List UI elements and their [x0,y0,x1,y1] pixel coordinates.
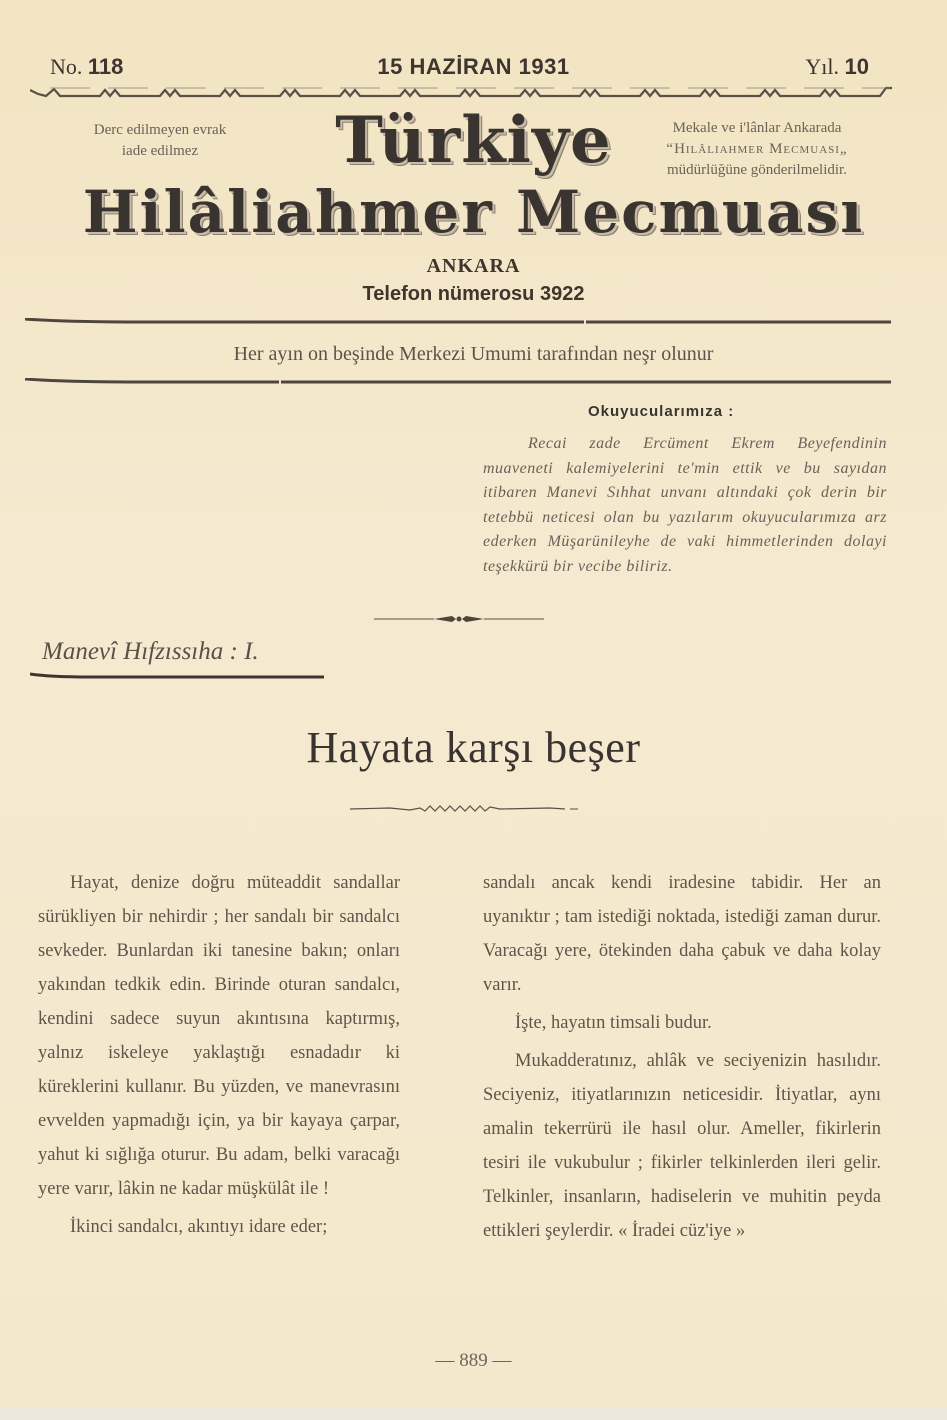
double-rule-divider [25,318,891,325]
page-number: — 889 — [435,1350,512,1371]
note-left-line: iade edilmez [121,143,199,159]
article-paragraph: İşte, hayatın timsali budur. [515,1013,712,1033]
series-underline [30,672,324,680]
article-paragraph: sandalı ancak kendi iradesine tabidir. Her an uyanıktır ; tam istediği noktada, istediği zaman durur. Varacağı yere, ötekinden daha çabuk ve daha kolay varır. [483,873,881,995]
series-title: Manevî Hıfzıssıha : I. [42,638,259,665]
article-paragraph: Hayat, denize doğru müteaddit sandallar sürükliyen bir nehirdir ; her sandalı bir sandalcı sevkeder. Bunlardan iki tanesine bakın; onları yakından tedkik edin. Birinde oturan sandalcı, kendini sadece suyun akıntısına kaptırmış, yalnız iskeleye yaklaştığı esnadadır ki küreklerini kullanır. Bu yüzden, ve manevrasını evvelden yapmadığı için, ya bir kayaya çarpar, yahut ki sığlığa oturur. Bu adam, belki varacağı yere varır, lâkin ne kadar müşkülât ile ! [38,873,400,1199]
phone-number: Telefon nümerosu 3922 [362,283,585,305]
masthead-title-line1: Türkiye [335,103,612,178]
city-label: ANKARA [426,255,521,277]
article-column-right [483,866,881,1248]
note-right-line: müdürlüğüne gönderilmelidir. [667,162,847,178]
article-paragraph: İkinci sandalcı, akıntıyı idare eder; [70,1217,328,1237]
notice-body [483,432,887,579]
year-label: Yıl. [805,54,840,79]
notice-paragraph: Recai zade Ercüment Ekrem Beyefendinin muaveneti kalemiyelerini te'min ettik ve bu sayıdan itibaren Manevi Sıhhat unvanı altındaki çok derin bir tetebbü neticesi olan bu yazılarım okuyucularımıza arz ederken Müşarünileyhe de vaki himmetlerinden dolayi teşekkürü bir vecibe biliriz. [483,435,887,575]
publication-schedule: Her ayın on beşinde Merkezi Umumi tarafından neşr olunur [233,343,714,365]
article-paragraph: Mukadderatınız, ahlâk ve seciyenizin hasılıdır. Seciyeniz, itiyatlarınızın neticesidir. İtiyatlar, aynı amalin tekerrürü ile hasıl olur. Ameller, fikirlerin tesiri ile vukubulur ; fikirler telkinlerden ileri gelir. Telkinler, insanların, hadiselerin ve muhitin peyda ettikleri şeylerdir. « İradei cüz'iye » [483,1051,881,1241]
scan-edge [0,1408,947,1420]
masthead-title-line2: Hilâliahmer Mecmuası [82,178,865,246]
issue-value: 118 [87,54,124,79]
notice-title: Okuyucularımıza : [588,403,735,420]
ornament-divider-icon [350,801,580,815]
issue-label: No. [50,54,83,79]
article-title: Hayata karşı beşer [306,723,641,772]
year-value: 10 [844,54,869,79]
issue-year [805,54,869,80]
note-left-line: Derc edilmeyen evrak [93,122,227,138]
note-right-line: “Hilâliahmer Mecmuası„ [666,141,848,157]
article-column-left [38,866,400,1244]
note-right-line: Mekale ve i'lânlar Ankarada [672,120,842,136]
double-rule-divider [25,378,891,385]
ornament-divider-icon [374,612,544,626]
wavy-divider-icon [30,84,892,100]
issue-date: 15 HAZİRAN 1931 [377,54,570,79]
